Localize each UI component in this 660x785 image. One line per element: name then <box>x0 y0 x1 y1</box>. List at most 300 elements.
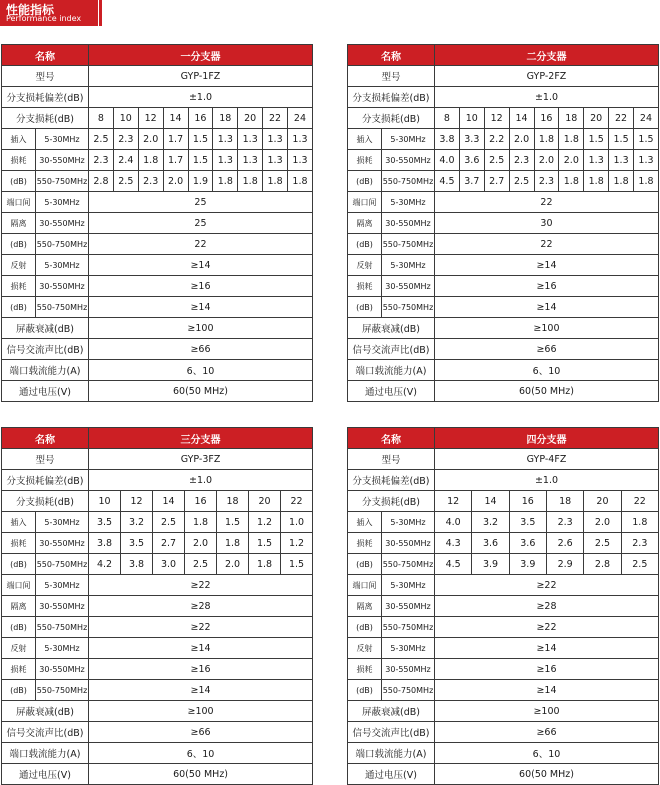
insertion-loss-value: 3.3 <box>459 129 484 150</box>
frequency-range: 30-550MHz <box>36 213 89 234</box>
insertion-loss-value: 1.8 <box>559 171 584 192</box>
frequency-range: 30-550MHz <box>36 596 89 617</box>
insertion-loss-value: 1.3 <box>238 129 263 150</box>
hum-ratio-row <box>348 339 659 360</box>
shielding-row <box>2 701 313 722</box>
name-label: 名称 <box>348 428 435 449</box>
insertion-loss-value: 1.2 <box>281 533 313 554</box>
isolation-row <box>348 575 659 596</box>
insertion-loss-value: 2.8 <box>584 554 621 575</box>
shielding-value: ≥100 <box>435 318 659 339</box>
isolation-label: 端口间 <box>348 575 382 596</box>
hum-ratio-row <box>2 339 313 360</box>
port-current-value: 6、10 <box>435 360 659 381</box>
insertion-loss-row <box>348 512 659 533</box>
port-current-row <box>348 360 659 381</box>
return-loss-row <box>348 276 659 297</box>
insertion-loss-value: 1.5 <box>609 129 634 150</box>
isolation-label: 隔离 <box>2 596 36 617</box>
insertion-loss-value: 2.5 <box>584 533 621 554</box>
insertion-loss-value: 3.5 <box>509 512 546 533</box>
isolation-value: ≥28 <box>89 596 313 617</box>
frequency-range: 30-550MHz <box>382 659 435 680</box>
isolation-label: 隔离 <box>348 213 382 234</box>
insertion-loss-row <box>348 171 659 192</box>
insertion-loss-label: 插入 <box>2 129 36 150</box>
return-loss-row <box>348 638 659 659</box>
insertion-loss-value: 2.5 <box>185 554 217 575</box>
insertion-loss-value: 1.3 <box>584 150 609 171</box>
return-loss-value: ≥16 <box>89 659 313 680</box>
tap-value: 16 <box>509 491 546 512</box>
deviation-label: 分支损耗偏差(dB) <box>2 470 89 491</box>
isolation-value: ≥28 <box>435 596 659 617</box>
isolation-value: ≥22 <box>435 575 659 596</box>
tap-value: 22 <box>263 108 288 129</box>
insertion-loss-value: 2.5 <box>153 512 185 533</box>
return-loss-value: ≥14 <box>435 638 659 659</box>
isolation-row <box>348 213 659 234</box>
insertion-loss-value: 1.3 <box>238 150 263 171</box>
frequency-range: 30-550MHz <box>382 533 435 554</box>
tap-value: 16 <box>185 491 217 512</box>
insertion-loss-value: 2.0 <box>163 171 188 192</box>
insertion-loss-value: 3.8 <box>89 533 121 554</box>
return-loss-row <box>348 255 659 276</box>
tap-value: 22 <box>281 491 313 512</box>
pass-voltage-row <box>348 764 659 785</box>
shielding-label: 屏蔽衰减(dB) <box>2 318 89 339</box>
insertion-loss-label: (dB) <box>2 554 36 575</box>
banner-stripe <box>99 0 102 26</box>
isolation-value: ≥22 <box>435 617 659 638</box>
tap-value: 8 <box>435 108 460 129</box>
insertion-loss-value: 1.5 <box>584 129 609 150</box>
tap-value: 24 <box>288 108 313 129</box>
insertion-loss-label: 插入 <box>348 129 382 150</box>
insertion-loss-value: 2.3 <box>138 171 163 192</box>
return-loss-label: (dB) <box>2 297 36 318</box>
frequency-range: 5-30MHz <box>382 129 435 150</box>
header-row <box>348 45 659 66</box>
insertion-loss-value: 1.7 <box>163 129 188 150</box>
frequency-range: 550-750MHz <box>36 297 89 318</box>
insertion-loss-value: 1.8 <box>213 171 238 192</box>
frequency-range: 30-550MHz <box>36 150 89 171</box>
insertion-loss-value: 1.8 <box>559 129 584 150</box>
frequency-range: 550-750MHz <box>382 617 435 638</box>
return-loss-label: (dB) <box>348 680 382 701</box>
insertion-loss-value: 1.8 <box>263 171 288 192</box>
shielding-value: ≥100 <box>435 701 659 722</box>
insertion-loss-value: 2.6 <box>546 533 583 554</box>
insertion-loss-label: (dB) <box>348 554 382 575</box>
tap-value: 20 <box>584 108 609 129</box>
insertion-loss-row <box>348 533 659 554</box>
insertion-loss-row <box>2 150 313 171</box>
name-label: 名称 <box>2 428 89 449</box>
return-loss-row <box>2 255 313 276</box>
insertion-loss-value: 2.3 <box>509 150 534 171</box>
isolation-value: ≥22 <box>89 575 313 596</box>
pass-voltage-label: 通过电压(V) <box>348 381 435 402</box>
insertion-loss-value: 2.0 <box>534 150 559 171</box>
model-row <box>2 449 313 470</box>
insertion-loss-value: 1.3 <box>263 129 288 150</box>
insertion-loss-value: 1.2 <box>249 512 281 533</box>
insertion-loss-value: 1.8 <box>634 171 659 192</box>
pass-voltage-label: 通过电压(V) <box>2 381 89 402</box>
insertion-loss-value: 1.8 <box>584 171 609 192</box>
deviation-label: 分支损耗偏差(dB) <box>348 470 435 491</box>
insertion-loss-value: 1.3 <box>288 150 313 171</box>
insertion-loss-value: 2.0 <box>584 512 621 533</box>
insertion-loss-value: 1.5 <box>188 129 213 150</box>
return-loss-label: (dB) <box>2 680 36 701</box>
tap-value: 10 <box>113 108 138 129</box>
frequency-range: 5-30MHz <box>382 638 435 659</box>
return-loss-value: ≥14 <box>435 255 659 276</box>
insertion-loss-value: 3.9 <box>472 554 509 575</box>
model-label: 型号 <box>2 449 89 470</box>
insertion-loss-value: 1.0 <box>281 512 313 533</box>
model-value: GYP-2FZ <box>435 66 659 87</box>
insertion-loss-value: 2.0 <box>185 533 217 554</box>
insertion-loss-value: 1.5 <box>634 129 659 150</box>
insertion-loss-value: 1.5 <box>188 150 213 171</box>
insertion-loss-value: 2.4 <box>113 150 138 171</box>
isolation-label: (dB) <box>348 234 382 255</box>
spec-table-2 <box>347 44 659 402</box>
insertion-loss-value: 1.8 <box>621 512 658 533</box>
tap-value: 16 <box>188 108 213 129</box>
insertion-loss-value: 2.7 <box>484 171 509 192</box>
return-loss-row <box>348 659 659 680</box>
insertion-loss-row <box>2 171 313 192</box>
isolation-label: (dB) <box>2 234 36 255</box>
insertion-loss-value: 2.8 <box>89 171 114 192</box>
pass-voltage-row <box>2 381 313 402</box>
insertion-loss-label: 损耗 <box>348 533 382 554</box>
insertion-loss-label: 插入 <box>2 512 36 533</box>
return-loss-row <box>2 297 313 318</box>
frequency-range: 5-30MHz <box>382 255 435 276</box>
shielding-row <box>2 318 313 339</box>
isolation-label: 端口间 <box>2 192 36 213</box>
isolation-row <box>348 234 659 255</box>
insertion-loss-value: 4.3 <box>435 533 472 554</box>
insertion-loss-value: 2.3 <box>89 150 114 171</box>
return-loss-label: 反射 <box>348 255 382 276</box>
product-name: 四分支器 <box>435 428 659 449</box>
tap-value: 14 <box>509 108 534 129</box>
insertion-loss-value: 1.3 <box>634 150 659 171</box>
tap-value: 18 <box>559 108 584 129</box>
isolation-value: 22 <box>435 192 659 213</box>
frequency-range: 30-550MHz <box>382 213 435 234</box>
tap-value: 10 <box>89 491 121 512</box>
frequency-range: 5-30MHz <box>36 512 89 533</box>
port-current-row <box>2 743 313 764</box>
insertion-loss-value: 1.8 <box>534 129 559 150</box>
frequency-range: 550-750MHz <box>36 171 89 192</box>
tap-value: 22 <box>609 108 634 129</box>
frequency-range: 5-30MHz <box>382 512 435 533</box>
insertion-loss-label: 损耗 <box>348 150 382 171</box>
insertion-loss-value: 3.5 <box>121 533 153 554</box>
insertion-loss-row <box>2 512 313 533</box>
insertion-loss-value: 2.7 <box>153 533 185 554</box>
frequency-range: 5-30MHz <box>382 192 435 213</box>
hum-ratio-label: 信号交流声比(dB) <box>2 722 89 743</box>
isolation-label: 端口间 <box>348 192 382 213</box>
return-loss-label: 反射 <box>2 638 36 659</box>
insertion-loss-value: 4.5 <box>435 554 472 575</box>
insertion-loss-value: 1.8 <box>138 150 163 171</box>
frequency-range: 550-750MHz <box>36 554 89 575</box>
model-row <box>2 66 313 87</box>
insertion-loss-value: 1.7 <box>163 150 188 171</box>
insertion-loss-label: 插入 <box>348 512 382 533</box>
hum-ratio-value: ≥66 <box>435 339 659 360</box>
deviation-row <box>348 470 659 491</box>
section-banner <box>0 0 98 26</box>
frequency-range: 30-550MHz <box>382 596 435 617</box>
frequency-range: 5-30MHz <box>36 255 89 276</box>
tap-value: 14 <box>163 108 188 129</box>
deviation-value: ±1.0 <box>89 470 313 491</box>
frequency-range: 5-30MHz <box>382 575 435 596</box>
model-label: 型号 <box>348 449 435 470</box>
return-loss-value: ≥14 <box>89 255 313 276</box>
model-row <box>348 66 659 87</box>
pass-voltage-value: 60(50 MHz) <box>435 764 659 785</box>
port-current-label: 端口载流能力(A) <box>2 360 89 381</box>
model-label: 型号 <box>2 66 89 87</box>
shielding-row <box>348 318 659 339</box>
return-loss-row <box>2 276 313 297</box>
isolation-label: 隔离 <box>348 596 382 617</box>
insertion-loss-value: 2.5 <box>509 171 534 192</box>
insertion-loss-label: 损耗 <box>2 533 36 554</box>
frequency-range: 30-550MHz <box>36 659 89 680</box>
insertion-loss-value: 3.6 <box>472 533 509 554</box>
tap-loss-label: 分支损耗(dB) <box>2 108 89 129</box>
insertion-loss-label: (dB) <box>2 171 36 192</box>
insertion-loss-row <box>348 554 659 575</box>
hum-ratio-value: ≥66 <box>89 339 313 360</box>
tap-value: 10 <box>459 108 484 129</box>
tap-value: 18 <box>546 491 583 512</box>
product-name: 三分支器 <box>89 428 313 449</box>
insertion-loss-value: 1.8 <box>249 554 281 575</box>
return-loss-row <box>2 680 313 701</box>
deviation-value: ±1.0 <box>89 87 313 108</box>
tap-value: 18 <box>217 491 249 512</box>
isolation-value: 22 <box>89 234 313 255</box>
tap-value: 16 <box>534 108 559 129</box>
frequency-range: 30-550MHz <box>36 533 89 554</box>
return-loss-row <box>2 659 313 680</box>
insertion-loss-row <box>2 533 313 554</box>
return-loss-value: ≥16 <box>435 659 659 680</box>
tap-loss-row <box>348 491 659 512</box>
insertion-loss-value: 3.6 <box>509 533 546 554</box>
tap-value: 18 <box>213 108 238 129</box>
return-loss-value: ≥14 <box>435 680 659 701</box>
return-loss-label: 损耗 <box>348 659 382 680</box>
insertion-loss-value: 4.2 <box>89 554 121 575</box>
isolation-label: 隔离 <box>2 213 36 234</box>
insertion-loss-value: 2.0 <box>138 129 163 150</box>
isolation-row <box>348 192 659 213</box>
pass-voltage-label: 通过电压(V) <box>2 764 89 785</box>
insertion-loss-value: 2.5 <box>621 554 658 575</box>
deviation-row <box>348 87 659 108</box>
insertion-loss-value: 2.2 <box>484 129 509 150</box>
insertion-loss-value: 1.8 <box>238 171 263 192</box>
hum-ratio-row <box>2 722 313 743</box>
frequency-range: 30-550MHz <box>36 276 89 297</box>
insertion-loss-row <box>348 150 659 171</box>
insertion-loss-value: 3.8 <box>121 554 153 575</box>
insertion-loss-value: 2.3 <box>621 533 658 554</box>
insertion-loss-value: 1.5 <box>217 512 249 533</box>
model-row <box>348 449 659 470</box>
isolation-row <box>2 596 313 617</box>
isolation-value: 25 <box>89 213 313 234</box>
isolation-row <box>348 596 659 617</box>
return-loss-label: 反射 <box>348 638 382 659</box>
tap-value: 8 <box>89 108 114 129</box>
isolation-row <box>2 617 313 638</box>
insertion-loss-label: (dB) <box>348 171 382 192</box>
shielding-label: 屏蔽衰减(dB) <box>348 701 435 722</box>
isolation-value: 22 <box>435 234 659 255</box>
deviation-value: ±1.0 <box>435 470 659 491</box>
isolation-row <box>2 192 313 213</box>
insertion-loss-value: 1.8 <box>288 171 313 192</box>
insertion-loss-row <box>2 129 313 150</box>
frequency-range: 5-30MHz <box>36 129 89 150</box>
port-current-label: 端口载流能力(A) <box>348 360 435 381</box>
frequency-range: 550-750MHz <box>382 171 435 192</box>
shielding-label: 屏蔽衰减(dB) <box>348 318 435 339</box>
hum-ratio-label: 信号交流声比(dB) <box>348 339 435 360</box>
return-loss-value: ≥16 <box>435 276 659 297</box>
insertion-loss-value: 1.5 <box>281 554 313 575</box>
deviation-value: ±1.0 <box>435 87 659 108</box>
port-current-label: 端口载流能力(A) <box>2 743 89 764</box>
insertion-loss-value: 1.3 <box>213 150 238 171</box>
insertion-loss-value: 2.0 <box>559 150 584 171</box>
tap-value: 14 <box>472 491 509 512</box>
insertion-loss-value: 3.8 <box>435 129 460 150</box>
return-loss-value: ≥16 <box>89 276 313 297</box>
port-current-value: 6、10 <box>89 743 313 764</box>
product-name: 二分支器 <box>435 45 659 66</box>
insertion-loss-value: 2.5 <box>89 129 114 150</box>
insertion-loss-row <box>348 129 659 150</box>
port-current-row <box>348 743 659 764</box>
frequency-range: 30-550MHz <box>382 276 435 297</box>
shielding-value: ≥100 <box>89 701 313 722</box>
insertion-loss-value: 2.9 <box>546 554 583 575</box>
frequency-range: 550-750MHz <box>36 234 89 255</box>
return-loss-label: 反射 <box>2 255 36 276</box>
insertion-loss-value: 3.0 <box>153 554 185 575</box>
spec-table-1 <box>1 44 313 402</box>
insertion-loss-value: 1.3 <box>288 129 313 150</box>
return-loss-row <box>2 638 313 659</box>
deviation-row <box>2 470 313 491</box>
insertion-loss-value: 1.3 <box>263 150 288 171</box>
tap-value: 12 <box>121 491 153 512</box>
hum-ratio-row <box>348 722 659 743</box>
isolation-row <box>2 234 313 255</box>
frequency-range: 550-750MHz <box>382 680 435 701</box>
insertion-loss-value: 1.8 <box>185 512 217 533</box>
insertion-loss-value: 3.6 <box>459 150 484 171</box>
frequency-range: 550-750MHz <box>382 297 435 318</box>
name-label: 名称 <box>348 45 435 66</box>
header-row <box>2 45 313 66</box>
shielding-row <box>348 701 659 722</box>
insertion-loss-value: 2.3 <box>534 171 559 192</box>
insertion-loss-value: 2.5 <box>113 171 138 192</box>
pass-voltage-value: 60(50 MHz) <box>435 381 659 402</box>
model-value: GYP-3FZ <box>89 449 313 470</box>
insertion-loss-value: 2.0 <box>509 129 534 150</box>
hum-ratio-value: ≥66 <box>89 722 313 743</box>
tap-loss-label: 分支损耗(dB) <box>348 108 435 129</box>
return-loss-label: 损耗 <box>2 659 36 680</box>
isolation-value: 25 <box>89 192 313 213</box>
pass-voltage-value: 60(50 MHz) <box>89 764 313 785</box>
tap-value: 12 <box>484 108 509 129</box>
frequency-range: 30-550MHz <box>382 150 435 171</box>
insertion-loss-value: 3.2 <box>121 512 153 533</box>
tap-value: 24 <box>634 108 659 129</box>
spec-table-3 <box>1 427 313 785</box>
insertion-loss-label: 损耗 <box>2 150 36 171</box>
isolation-row <box>2 213 313 234</box>
isolation-label: (dB) <box>348 617 382 638</box>
port-current-value: 6、10 <box>435 743 659 764</box>
pass-voltage-row <box>2 764 313 785</box>
tap-value: 14 <box>153 491 185 512</box>
return-loss-label: (dB) <box>348 297 382 318</box>
tap-loss-label: 分支损耗(dB) <box>2 491 89 512</box>
frequency-range: 5-30MHz <box>36 575 89 596</box>
insertion-loss-value: 1.8 <box>609 171 634 192</box>
insertion-loss-row <box>2 554 313 575</box>
return-loss-row <box>348 297 659 318</box>
section-title: 性能指标 <box>6 3 55 17</box>
frequency-range: 550-750MHz <box>36 680 89 701</box>
insertion-loss-value: 1.3 <box>609 150 634 171</box>
pass-voltage-row <box>348 381 659 402</box>
tap-value: 12 <box>435 491 472 512</box>
frequency-range: 550-750MHz <box>36 617 89 638</box>
isolation-value: 30 <box>435 213 659 234</box>
isolation-label: 端口间 <box>2 575 36 596</box>
return-loss-value: ≥14 <box>89 297 313 318</box>
port-current-label: 端口载流能力(A) <box>348 743 435 764</box>
isolation-value: ≥22 <box>89 617 313 638</box>
insertion-loss-value: 1.3 <box>213 129 238 150</box>
frequency-range: 550-750MHz <box>382 554 435 575</box>
